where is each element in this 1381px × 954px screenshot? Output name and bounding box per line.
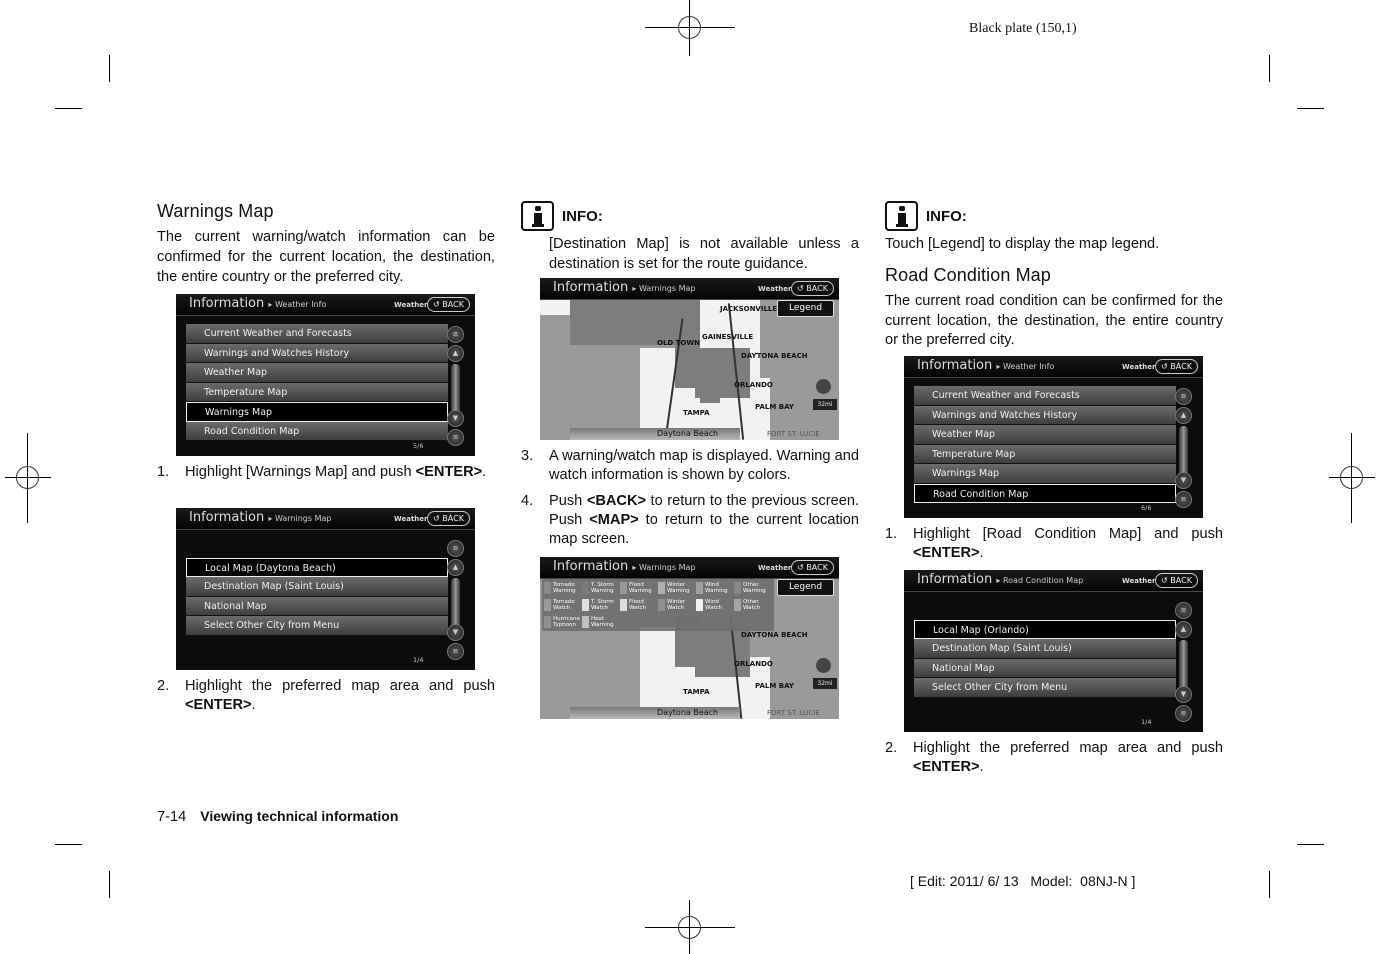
back-button[interactable]: ↺ BACK: [791, 281, 834, 296]
info-text: [Destination Map] is not available unless a destination is set for the route guidance.: [549, 236, 859, 272]
legend-item: Wind Watch: [696, 599, 722, 611]
city-label: ORLANDO: [734, 660, 773, 668]
screen-header: [904, 570, 1203, 592]
back-arrow-icon: ↺: [1161, 362, 1168, 371]
step-text: Highlight the preferred map area and push <ENTER>.: [913, 740, 1223, 775]
weather-label: Weather: [394, 515, 428, 523]
city-label: GAINESVILLE: [702, 333, 754, 341]
screen-header: [540, 278, 839, 300]
screen-title: Information ▸ Warnings Map: [553, 559, 696, 574]
crop-mark: [1269, 55, 1270, 82]
menu-item-local-map[interactable]: Local Map (Orlando): [914, 620, 1176, 640]
city-label: FORT ST. LUCIE: [767, 430, 820, 438]
scroll-down-icon[interactable]: ▼: [1175, 686, 1192, 703]
info-icon: [521, 201, 554, 231]
menu-item-warnings-map[interactable]: Warnings Map: [186, 402, 448, 422]
page-down-icon[interactable]: ≡: [447, 643, 464, 660]
info-icon: [885, 201, 918, 231]
legend-item: Tornado Watch: [544, 599, 575, 611]
city-label: TAMPA: [683, 409, 710, 417]
menu-item-road-condition-map[interactable]: Road Condition Map: [186, 422, 448, 442]
legend-item: Tornado Warning: [544, 582, 576, 594]
legend-item: Other Warning: [734, 582, 766, 594]
nav-screen-weather-info-road: [904, 356, 1203, 518]
section-heading: Warnings Map: [157, 201, 274, 221]
nav-screen-weather-info: [176, 294, 475, 456]
registration-mark-top: [645, 0, 735, 56]
back-arrow-icon: ↺: [433, 300, 440, 309]
screen-title: Information ▸ Warnings Map: [189, 510, 332, 525]
scroll-track[interactable]: [1179, 640, 1188, 690]
registration-mark-right: [1329, 433, 1375, 523]
city-label: FORT ST. LUCIE: [767, 709, 820, 717]
menu-item-local-map[interactable]: Local Map (Daytona Beach): [186, 558, 448, 578]
map-scale: 32mi: [813, 678, 837, 689]
weather-label: Weather: [1122, 363, 1156, 371]
menu-item-select-other-city[interactable]: Select Other City from Menu: [914, 678, 1176, 698]
registration-mark-bottom: [645, 900, 735, 954]
menu-item-national-map[interactable]: National Map: [914, 659, 1176, 679]
crop-mark: [1269, 871, 1270, 898]
city-label: JACKSONVILLE: [720, 305, 778, 313]
menu-item-destination-map[interactable]: Destination Map (Saint Louis): [186, 577, 448, 597]
page-up-icon[interactable]: ≡: [1175, 388, 1192, 405]
screen-title: Information ▸ Warnings Map: [553, 280, 696, 295]
step-2-road: [885, 739, 1223, 777]
scroll-track[interactable]: [451, 578, 460, 628]
page-down-icon[interactable]: ≡: [1175, 491, 1192, 508]
nav-screen-road-condition-map: [904, 570, 1203, 732]
back-arrow-icon: ↺: [797, 284, 804, 293]
map-land: [540, 300, 570, 315]
page-indicator: 1/4: [1141, 718, 1152, 726]
scroll-track[interactable]: [1179, 426, 1188, 476]
section-intro: The current road condition can be confirmed for the current location, the destination, the entire country or the preferred city.: [885, 292, 1223, 349]
page-up-icon[interactable]: ≡: [1175, 602, 1192, 619]
info-block: [521, 201, 859, 231]
legend-item: Heat Warning: [582, 616, 614, 628]
crop-mark: [109, 55, 110, 82]
page-down-icon[interactable]: ≡: [447, 429, 464, 446]
back-arrow-icon: ↺: [797, 563, 804, 572]
current-location-label: Daytona Beach: [657, 429, 719, 438]
step-number: 1.: [885, 526, 898, 542]
scroll-down-icon[interactable]: ▼: [1175, 472, 1192, 489]
menu-item-national-map[interactable]: National Map: [186, 597, 448, 617]
legend-item: Winter Warning: [658, 582, 690, 594]
city-label: DAYTONA BEACH: [741, 352, 808, 360]
city-label: TAMPA: [683, 688, 710, 696]
weather-label: Weather: [758, 285, 792, 293]
scroll-up-icon[interactable]: ▲: [447, 559, 464, 576]
legend-button[interactable]: Legend: [777, 579, 834, 596]
step-1-road: [885, 525, 1223, 563]
weather-label: Weather: [1122, 577, 1156, 585]
info-text: Touch [Legend] to display the map legend.: [885, 236, 1160, 252]
legend-item: Other Watch: [734, 599, 760, 611]
crop-mark: [55, 108, 82, 109]
menu-item-destination-map[interactable]: Destination Map (Saint Louis): [914, 639, 1176, 659]
city-label: PALM BAY: [755, 403, 794, 411]
crop-mark: [109, 871, 110, 898]
menu-item-current-weather[interactable]: Current Weather and Forecasts: [186, 324, 448, 344]
scroll-up-icon[interactable]: ▲: [1175, 407, 1192, 424]
step-number: 4.: [521, 493, 534, 509]
zoom-icon[interactable]: [816, 379, 831, 394]
page-up-icon[interactable]: ≡: [447, 540, 464, 557]
legend-item: T. Storm Watch: [582, 599, 614, 611]
screen-header: [176, 508, 475, 530]
scrollbar[interactable]: [1173, 386, 1195, 506]
step-number: 1.: [157, 464, 170, 480]
column-warnings-map: [157, 201, 495, 287]
step-text: A warning/watch map is displayed. Warning and watch information is shown by colors.: [549, 448, 859, 483]
scroll-track[interactable]: [451, 364, 460, 414]
screen-header: [904, 356, 1203, 378]
city-label: DAYTONA BEACH: [741, 631, 808, 639]
legend-button[interactable]: Legend: [777, 300, 834, 317]
scrollbar[interactable]: [1173, 600, 1195, 720]
menu-item-temperature-map[interactable]: Temperature Map: [186, 383, 448, 403]
step-1: [157, 463, 495, 482]
legend-item: Winter Watch: [658, 599, 685, 611]
page-number: 7-14: [157, 809, 187, 825]
registration-mark-left: [5, 433, 51, 523]
back-arrow-icon: ↺: [433, 514, 440, 523]
legend-item: Wind Warning: [696, 582, 728, 594]
back-button[interactable]: ↺ BACK: [1155, 359, 1198, 374]
menu-item-weather-map[interactable]: Weather Map: [186, 363, 448, 383]
menu-item-temperature-map[interactable]: Temperature Map: [914, 445, 1176, 465]
legend-item: Flood Warning: [620, 582, 652, 594]
step-text: Highlight [Road Condition Map] and push <ENTER>.: [913, 526, 1223, 561]
menu-spacer: [914, 600, 1176, 620]
map-legend-panel: [542, 579, 774, 631]
crop-mark: [1297, 108, 1324, 109]
scrollbar[interactable]: [445, 538, 467, 658]
back-arrow-icon: ↺: [1161, 576, 1168, 585]
page-indicator: 1/4: [413, 656, 424, 664]
menu-item-warnings-history[interactable]: Warnings and Watches History: [914, 406, 1176, 426]
menu-list: [914, 386, 1176, 503]
plate-label: Black plate (150,1): [969, 21, 1077, 36]
step-4: [521, 492, 859, 549]
city-label: ORLANDO: [734, 381, 773, 389]
menu-item-road-condition-map[interactable]: Road Condition Map: [914, 484, 1176, 504]
scroll-down-icon[interactable]: ▼: [447, 624, 464, 641]
menu-item-select-other-city[interactable]: Select Other City from Menu: [186, 616, 448, 636]
city-label: OLD TOWN: [657, 339, 700, 347]
section-intro: The current warning/watch information can be confirmed for the current location, the destination, the entire country or the preferred city.: [157, 229, 495, 285]
column-info-destination: [521, 201, 859, 275]
menu-list: [186, 538, 448, 636]
back-button[interactable]: ↺ BACK: [427, 297, 470, 312]
warnings-map-legend-screen[interactable]: [540, 557, 839, 719]
page-indicator: 6/6: [1141, 504, 1152, 512]
step-text: Push <BACK> to return to the previous screen. Push <MAP> to return to the current location map screen.: [549, 493, 859, 547]
legend-item: Flood Watch: [620, 599, 646, 611]
map-scale: 32mi: [813, 399, 837, 410]
back-button[interactable]: ↺ BACK: [427, 511, 470, 526]
info-block: [885, 201, 1223, 231]
crop-mark: [55, 844, 82, 845]
screen-title: Information ▸ Weather Info: [917, 358, 1055, 373]
legend-item: Hurricane Typhoon: [544, 616, 580, 628]
warning-area: [700, 388, 720, 403]
screen-header: [540, 557, 839, 579]
crop-mark: [1297, 844, 1324, 845]
screen-header: [176, 294, 475, 316]
info-label: INFO:: [562, 207, 603, 225]
step-text: Highlight [Warnings Map] and push <ENTER>.: [185, 464, 487, 480]
edit-info: [ Edit: 2011/ 6/ 13 Model: 08NJ-N ]: [910, 873, 1136, 889]
screen-title: Information ▸ Road Condition Map: [917, 572, 1084, 587]
zoom-icon[interactable]: [816, 658, 831, 673]
current-location-label: Daytona Beach: [657, 708, 719, 717]
page-up-icon[interactable]: ≡: [447, 326, 464, 343]
step-number: 2.: [885, 740, 898, 756]
legend-item: T. Storm Warning: [582, 582, 614, 594]
menu-list: [186, 324, 448, 441]
menu-item-warnings-history[interactable]: Warnings and Watches History: [186, 344, 448, 364]
scroll-down-icon[interactable]: ▼: [447, 410, 464, 427]
column-road-condition-map: [885, 201, 1223, 351]
warnings-map-screen[interactable]: [540, 278, 839, 440]
step-3: [521, 447, 859, 485]
info-label: INFO:: [926, 207, 967, 225]
scroll-up-icon[interactable]: ▲: [1175, 621, 1192, 638]
step-number: 2.: [157, 678, 170, 694]
section-heading: Road Condition Map: [885, 264, 1051, 285]
weather-label: Weather: [394, 301, 428, 309]
nav-screen-warnings-map: [176, 508, 475, 670]
menu-list: [914, 600, 1176, 698]
step-2: [157, 677, 495, 715]
back-button[interactable]: ↺ BACK: [791, 560, 834, 575]
step-number: 3.: [521, 448, 534, 464]
step-text: Highlight the preferred map area and push <ENTER>.: [185, 678, 495, 713]
menu-item-weather-map[interactable]: Weather Map: [914, 425, 1176, 445]
scrollbar[interactable]: [445, 324, 467, 444]
section-title: Viewing technical information: [200, 808, 399, 824]
page-down-icon[interactable]: ≡: [1175, 705, 1192, 722]
page-indicator: 5/6: [413, 442, 424, 450]
weather-label: Weather: [758, 564, 792, 572]
page-footer: [157, 808, 398, 825]
screen-title: Information ▸ Weather Info: [189, 296, 327, 311]
menu-item-current-weather[interactable]: Current Weather and Forecasts: [914, 386, 1176, 406]
menu-item-warnings-map[interactable]: Warnings Map: [914, 464, 1176, 484]
scroll-up-icon[interactable]: ▲: [447, 345, 464, 362]
city-label: PALM BAY: [755, 682, 794, 690]
back-button[interactable]: ↺ BACK: [1155, 573, 1198, 588]
menu-spacer: [186, 538, 448, 558]
